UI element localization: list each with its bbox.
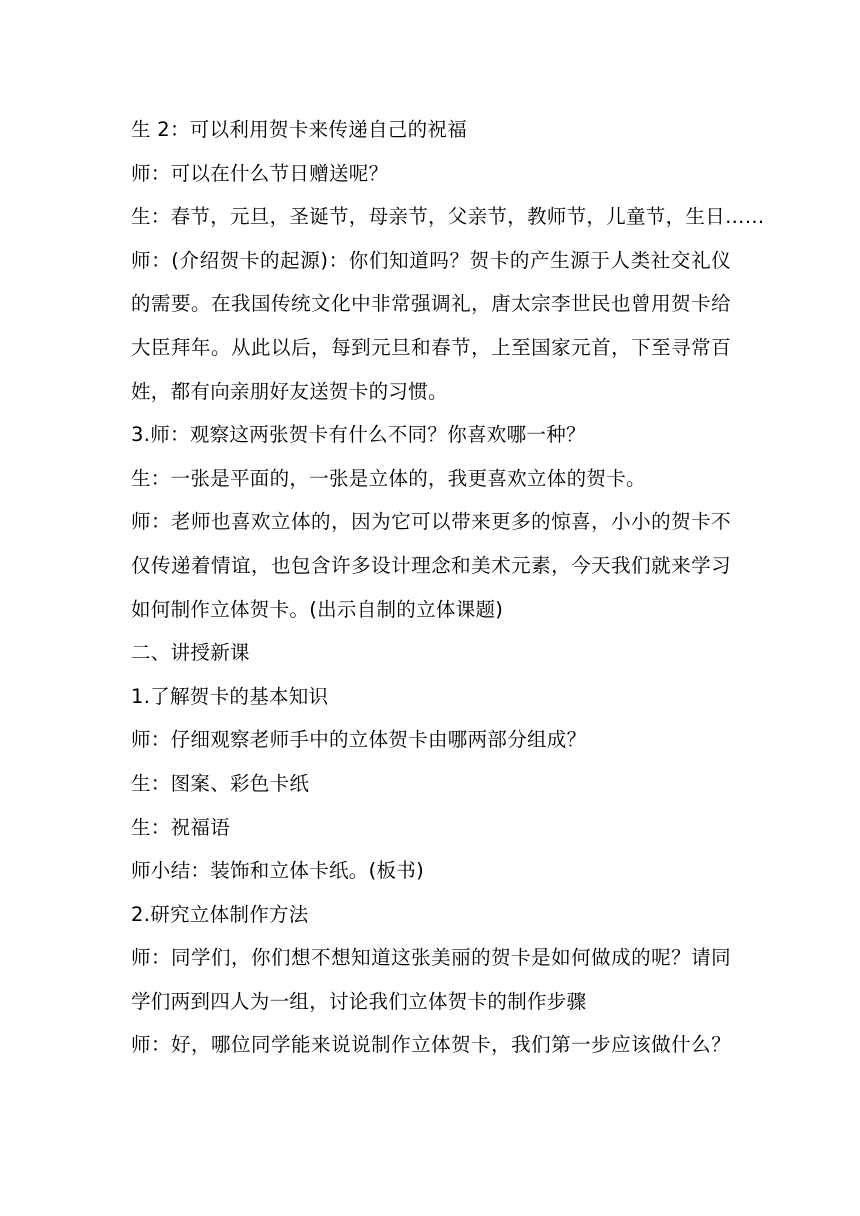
text-line: 师：同学们，你们想不想知道这张美丽的贺卡是如何做成的呢？请同 <box>131 946 731 970</box>
subsection-heading: 1.了解贺卡的基本知识 <box>131 684 329 708</box>
text-line: 师小结：装饰和立体卡纸。(板书) <box>131 859 425 883</box>
text-line: 生：春节，元旦，圣诞节，母亲节，父亲节，教师节，儿童节，生日…… <box>131 205 765 229</box>
text-line: 的需要。在我国传统文化中非常强调礼，唐太宗李世民也曾用贺卡给 <box>131 292 731 316</box>
text-line: 姓，都有向亲朋好友送贺卡的习惯。 <box>131 379 448 403</box>
text-line: 师：可以在什么节日赠送呢？ <box>131 161 389 185</box>
text-line: 生：祝福语 <box>131 815 231 839</box>
text-line: 师：好，哪位同学能来说说制作立体贺卡，我们第一步应该做什么？ <box>131 1033 731 1057</box>
section-heading: 二、讲授新课 <box>131 641 250 665</box>
text-line: 生 2：可以利用贺卡来传递自己的祝福 <box>131 118 468 141</box>
text-line: 如何制作立体贺卡。(出示自制的立体课题) <box>131 597 504 621</box>
subsection-heading: 2.研究立体制作方法 <box>131 902 309 926</box>
text-line: 仅传递着情谊，也包含许多设计理念和美术元素，今天我们就来学习 <box>131 553 731 577</box>
text-line: 生：一张是平面的，一张是立体的，我更喜欢立体的贺卡。 <box>131 466 646 490</box>
text-line: 师：老师也喜欢立体的，因为它可以带来更多的惊喜，小小的贺卡不 <box>131 510 731 534</box>
text-line: 大臣拜年。从此以后，每到元旦和春节，上至国家元首，下至寻常百 <box>131 335 731 359</box>
text-line: 学们两到四人为一组，讨论我们立体贺卡的制作步骤 <box>131 989 587 1013</box>
text-line: 3.师：观察这两张贺卡有什么不同？你喜欢哪一种？ <box>131 423 586 447</box>
text-line: 师：仔细观察老师手中的立体贺卡由哪两部分组成？ <box>131 728 587 752</box>
text-line: 生：图案、彩色卡纸 <box>131 771 310 795</box>
document-body <box>131 108 765 1067</box>
text-line: 师：(介绍贺卡的起源)：你们知道吗？贺卡的产生源于人类社交礼仪 <box>131 248 731 272</box>
